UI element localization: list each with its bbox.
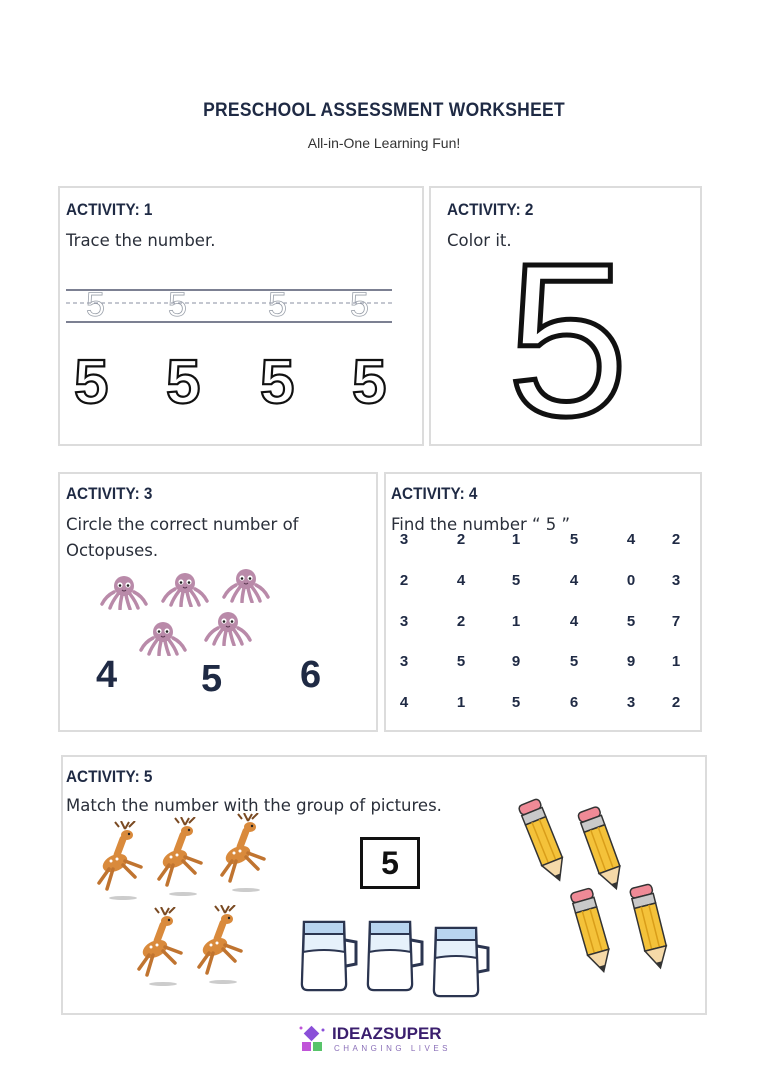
grid-number[interactable]: 5: [511, 694, 521, 711]
grid-number[interactable]: 5: [569, 653, 579, 670]
grid-number[interactable]: 1: [511, 531, 521, 548]
grid-number[interactable]: 6: [569, 694, 579, 711]
grid-number[interactable]: 9: [626, 653, 636, 670]
activity-5-label: ACTIVITY: 5: [66, 767, 153, 786]
activity-2-box: [429, 186, 702, 462]
brand-tagline: CHANGING LIVES: [334, 1044, 452, 1053]
grid-number[interactable]: 4: [569, 572, 579, 589]
tracing-lines: [66, 286, 392, 326]
trace-digit-3: 5: [268, 286, 287, 324]
grid-number[interactable]: 2: [671, 531, 681, 548]
grid-number[interactable]: 4: [569, 613, 579, 630]
deer-icon: [195, 905, 251, 989]
grid-number[interactable]: 3: [626, 694, 636, 711]
activity-1-instruction: Trace the number.: [66, 231, 216, 250]
logo-mark-icon: [298, 1024, 328, 1056]
big-coloring-digit: 5: [507, 219, 629, 462]
grid-number[interactable]: 4: [456, 572, 466, 589]
jug-group: [288, 912, 498, 1002]
deer-group: [63, 757, 323, 1017]
grid-number[interactable]: 2: [456, 613, 466, 630]
grid-number[interactable]: 1: [671, 653, 681, 670]
outline-digit-4: 5: [352, 348, 387, 417]
jug-icon: [428, 918, 492, 1004]
grid-number[interactable]: 5: [456, 653, 466, 670]
grid-number[interactable]: 3: [671, 572, 681, 589]
brand-name: IDEAZSUPER: [332, 1024, 442, 1043]
choice-6[interactable]: 6: [300, 654, 322, 696]
grid-number[interactable]: 1: [511, 613, 521, 630]
grid-number[interactable]: 2: [399, 572, 409, 589]
activity-3-label: ACTIVITY: 3: [66, 484, 153, 503]
outline-digit-3: 5: [260, 348, 295, 417]
activity-5-box: [61, 755, 707, 1015]
activity-2-instruction: Color it.: [447, 231, 512, 250]
trace-digit-2: 5: [168, 286, 187, 324]
jug-icon: [362, 912, 426, 998]
grid-number[interactable]: 4: [399, 694, 409, 711]
grid-number[interactable]: 2: [456, 531, 466, 548]
activity-1-box: [58, 186, 424, 446]
activity-3-instruction: Circle the correct number of Octopuses.: [66, 515, 299, 560]
grid-number[interactable]: 2: [671, 694, 681, 711]
page-title: PRESCHOOL ASSESSMENT WORKSHEET: [203, 100, 565, 121]
octopus-group: [60, 474, 380, 674]
activity-4-instruction: Find the number “ 5 ”: [391, 515, 571, 534]
grid-number[interactable]: 3: [399, 613, 409, 630]
activity-3-box: [58, 472, 378, 732]
grid-number[interactable]: 0: [626, 572, 636, 589]
octopus-icon: [204, 610, 252, 650]
activity-5-instruction: Match the number with the group of pictures.: [66, 796, 442, 815]
deer-icon: [135, 907, 191, 991]
grid-number[interactable]: 4: [626, 531, 636, 548]
grid-number[interactable]: 5: [511, 572, 521, 589]
grid-number[interactable]: 1: [456, 694, 466, 711]
pencil-icon: [623, 880, 679, 979]
octopus-icon: [161, 571, 209, 611]
page-subtitle: All-in-One Learning Fun!: [307, 135, 461, 151]
grid-number[interactable]: 7: [671, 613, 681, 630]
pencil-group: [518, 797, 698, 1017]
brand-logo: [298, 1024, 478, 1060]
number-grid: [386, 474, 704, 734]
activity-4-box: [384, 472, 702, 732]
octopus-icon: [139, 620, 187, 660]
activity-1-label: ACTIVITY: 1: [66, 200, 153, 219]
grid-number[interactable]: 5: [569, 531, 579, 548]
octopus-icon: [100, 574, 148, 614]
deer-icon: [95, 821, 151, 905]
grid-number[interactable]: 5: [626, 613, 636, 630]
grid-number[interactable]: 9: [511, 653, 521, 670]
choice-5[interactable]: 5: [201, 658, 223, 700]
octopus-icon: [222, 567, 270, 607]
activity-4-label: ACTIVITY: 4: [391, 484, 478, 503]
outline-digit-1: 5: [74, 348, 109, 417]
pencil-icon: [512, 794, 579, 894]
trace-digit-1: 5: [86, 286, 105, 324]
choice-4[interactable]: 4: [96, 654, 118, 696]
outline-digit-2: 5: [166, 348, 201, 417]
grid-number[interactable]: 3: [399, 653, 409, 670]
jug-icon: [296, 912, 360, 998]
activity-2-label: ACTIVITY: 2: [447, 200, 534, 219]
match-number-box: 5: [360, 837, 420, 889]
trace-digit-4: 5: [350, 286, 369, 324]
pencil-icon: [564, 884, 623, 984]
deer-icon: [218, 813, 274, 897]
deer-icon: [155, 817, 211, 901]
grid-number[interactable]: 3: [399, 531, 409, 548]
